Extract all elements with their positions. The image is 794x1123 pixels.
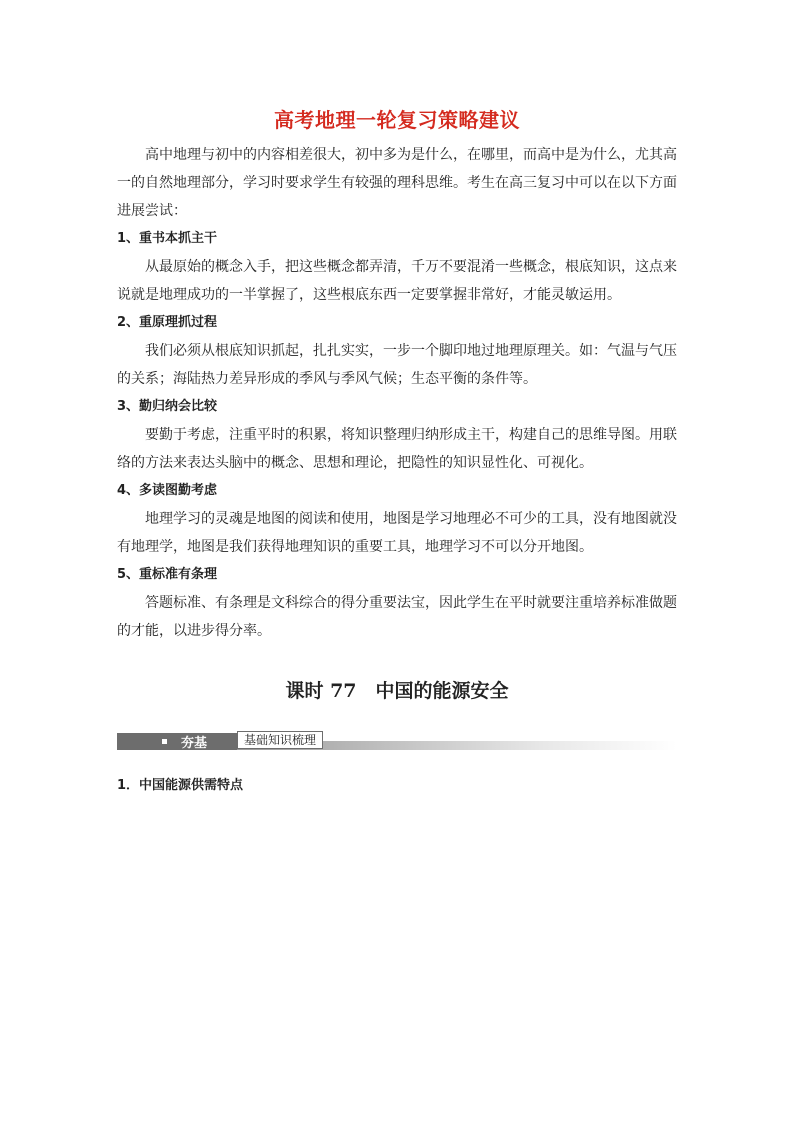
section-3-body: 要勤于考虑，注重平时的积累，将知识整理归纳形成主干，构建自己的思维导图。用联络的方法来表达头脑中的概念、思想和理论，把隐性的知识显性化、可视化。 — [117, 427, 677, 471]
section-5-heading: 5、重标准有条理 — [117, 567, 218, 582]
section-2-body: 我们必须从根底知识抓起，扎扎实实，一步一个脚印地过地理原理关。如：气温与气压的关系；海陆热力差异形成的季风与季风气候；生态平衡的条件等。 — [117, 343, 677, 387]
band-label: 夯基 — [181, 736, 208, 751]
article-title: 高考地理一轮复习策略建议 — [274, 108, 520, 132]
section-2-heading: 2、重原理抓过程 — [117, 315, 218, 330]
lesson-title: 课时 77 中国的能源安全 — [285, 680, 509, 702]
section-4-body: 地理学习的灵魂是地图的阅读和使用，地图是学习地理必不可少的工具，没有地图就没有地理学，地图是我们获得地理知识的重要工具，地理学习不可以分开地图。 — [117, 511, 677, 555]
item-1-heading: 1．中国能源供需特点 — [117, 778, 244, 793]
section-band — [117, 731, 677, 751]
strategy-article — [117, 98, 677, 645]
section-1-body: 从最原始的概念入手，把这些概念都弄清，千万不要混淆一些概念，根底知识，这点来说就是地理成功的一半掌握了，这些根底东西一定要掌握非常好，才能灵敏运用。 — [117, 259, 677, 303]
band-dark-bar — [117, 733, 237, 750]
section-4-heading: 4、多读图勤考虑 — [117, 483, 218, 498]
square-bullet-icon — [162, 739, 167, 744]
section-5-body: 答题标准、有条理是文科综合的得分重要法宝，因此学生在平时就要注重培养标准做题的才能，以进步得分率。 — [117, 595, 677, 639]
band-box-label: 基础知识梳理 — [237, 731, 323, 749]
section-3-heading: 3、勤归纳会比较 — [117, 399, 218, 414]
intro-paragraph: 高中地理与初中的内容相差很大，初中多为是什么，在哪里，而高中是为什么，尤其高一的自然地理部分，学习时要求学生有较强的理科思维。考生在高三复习中可以在以下方面进展尝试： — [117, 147, 677, 219]
section-1-heading: 1、重书本抓主干 — [117, 231, 218, 246]
